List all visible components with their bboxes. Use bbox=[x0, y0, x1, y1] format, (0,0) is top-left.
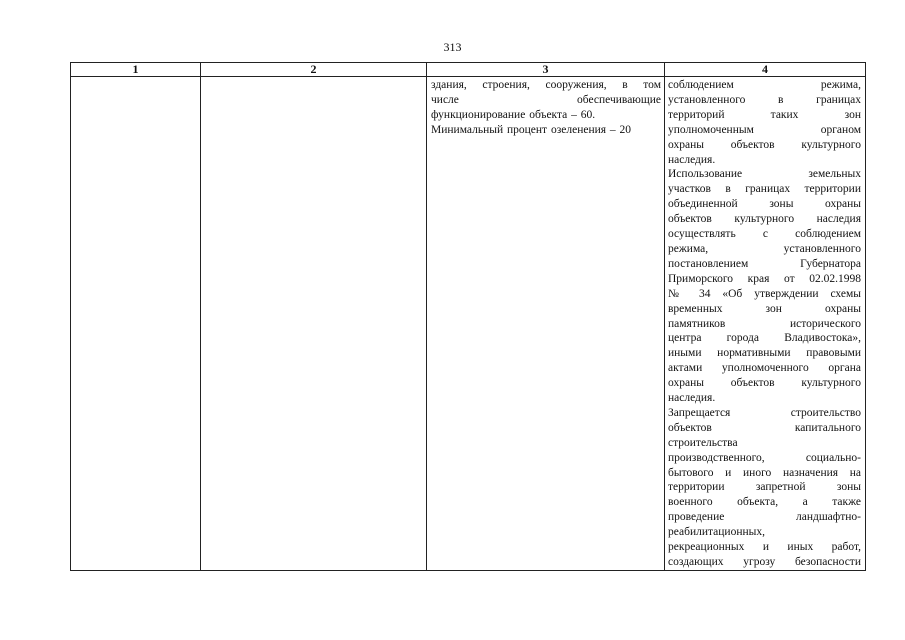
col4-line: Запрещается строительство bbox=[668, 406, 861, 419]
page-number: 313 bbox=[443, 40, 462, 54]
col4-line: № 34 «Об утверждении схемы bbox=[668, 287, 861, 300]
col4-line: соблюдением режима, bbox=[668, 79, 861, 91]
column-header-3: 3 bbox=[427, 63, 665, 77]
cell-col-4-text bbox=[665, 77, 865, 570]
cell-col-1 bbox=[71, 77, 201, 571]
col4-line: Приморского края от 02.02.1998 bbox=[668, 272, 861, 285]
column-header-1: 1 bbox=[71, 63, 201, 77]
col4-line: наследия. bbox=[668, 153, 716, 166]
col4-line: установленного в границах bbox=[668, 93, 861, 106]
col4-line: режима, установленного bbox=[668, 242, 861, 255]
column-header-4: 4 bbox=[665, 63, 866, 77]
col4-line: военного объекта, а также bbox=[668, 496, 861, 509]
col4-line: объектов капитального bbox=[668, 421, 861, 434]
col4-line: объектов культурного наследия bbox=[668, 213, 861, 226]
col4-line: Использование земельных bbox=[668, 168, 861, 181]
col4-line: охраны объектов культурного bbox=[668, 138, 861, 151]
column-header-2: 2 bbox=[201, 63, 427, 77]
col4-line: наследия. bbox=[668, 392, 716, 405]
col4-line: создающих угрозу безопасности bbox=[668, 556, 861, 568]
cell-col-3 bbox=[427, 77, 665, 571]
col4-line: бытового и иного назначения на bbox=[668, 466, 861, 479]
col4-line: временных зон охраны bbox=[668, 302, 861, 315]
col4-line: актами уполномоченного органа bbox=[668, 362, 861, 375]
col3-line: здания, строения, сооружения, в том bbox=[431, 79, 661, 91]
document-table bbox=[70, 62, 866, 571]
col4-line: строительства bbox=[668, 436, 738, 449]
col4-line: объединенной зоны охраны bbox=[668, 198, 861, 211]
col4-line: осуществлять с соблюдением bbox=[668, 228, 861, 241]
cell-col-4 bbox=[665, 77, 866, 571]
col4-line: уполномоченным органом bbox=[668, 123, 861, 136]
col4-line: производственного, социально- bbox=[668, 451, 861, 464]
cell-col-3-text bbox=[427, 77, 664, 138]
table-header-row bbox=[71, 63, 866, 77]
col4-line: центра города Владивостока», bbox=[668, 332, 861, 345]
table-row bbox=[71, 77, 866, 571]
col3-line: функционирование объекта – 60. bbox=[431, 108, 596, 121]
col4-line: территорий таких зон bbox=[668, 108, 861, 121]
col4-line: памятников исторического bbox=[668, 317, 861, 330]
col4-line: территории запретной зоны bbox=[668, 481, 861, 494]
col4-line: проведение ландшафтно- bbox=[668, 511, 861, 524]
col3-line: Минимальный процент озеленения – 20 bbox=[431, 123, 632, 136]
col4-line: охраны объектов культурного bbox=[668, 377, 861, 390]
col4-line: иными нормативными правовыми bbox=[668, 347, 861, 360]
col4-line: участков в границах территории bbox=[668, 183, 861, 196]
col4-line: рекреационных и иных работ, bbox=[668, 541, 861, 554]
col4-line: реабилитационных, bbox=[668, 526, 765, 539]
col3-line: числе обеспечивающие bbox=[431, 93, 661, 106]
col4-line: постановлением Губернатора bbox=[668, 257, 861, 270]
cell-col-2 bbox=[201, 77, 427, 571]
